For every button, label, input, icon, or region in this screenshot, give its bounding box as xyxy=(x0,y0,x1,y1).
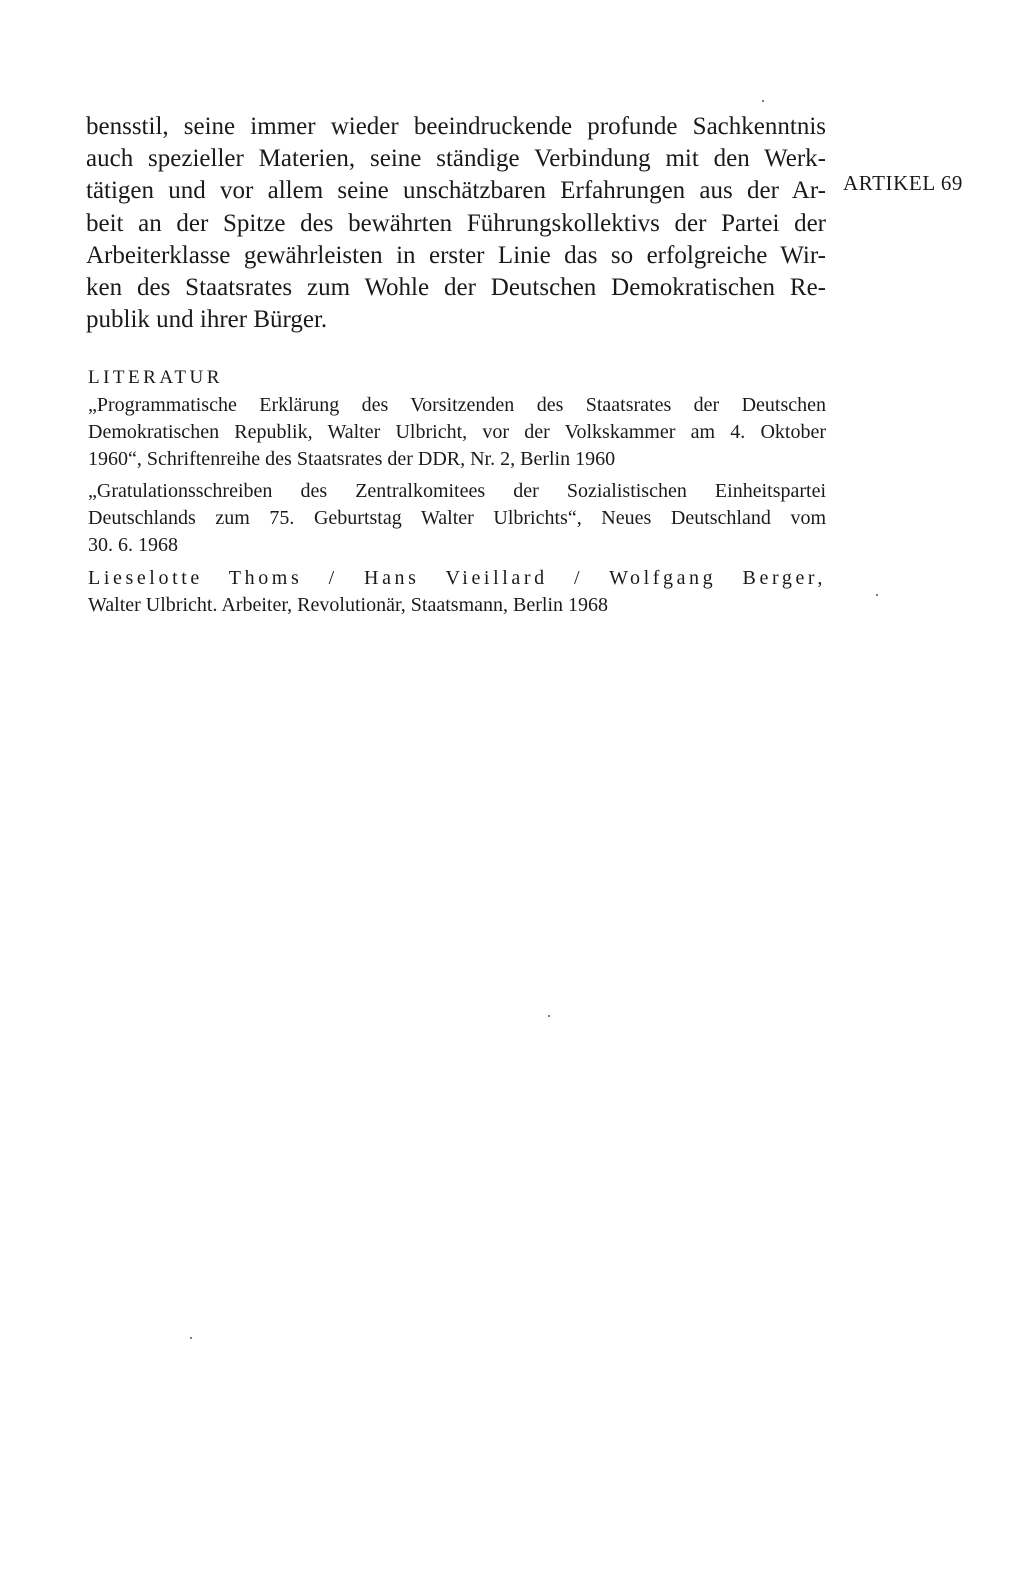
entry-authors: Lieselotte Thoms / Hans Vieillard / Wolfgang Berger, xyxy=(88,566,826,589)
body-line: ken des Staatsrates zum Wohle der Deutschen Demokratischen Re- xyxy=(86,274,826,302)
entry-line: „Programmatische Erklärung des Vorsitzenden des Staatsrates der Deutschen xyxy=(88,394,826,416)
margin-note-article: ARTIKEL 69 xyxy=(843,171,964,195)
print-speck xyxy=(190,1337,192,1339)
body-line: auch spezieller Materien, seine ständige Verbindung mit den Werk- xyxy=(86,145,826,173)
body-line: bensstil, seine immer wieder beeindruckende profunde Sachkenntnis xyxy=(86,113,826,140)
body-line: publik und ihrer Bürger. xyxy=(86,306,328,334)
print-speck xyxy=(876,594,878,596)
entry-line: Walter Ulbricht. Arbeiter, Revolutionär, Staatsmann, Berlin 1968 xyxy=(88,593,608,616)
entry-line: Demokratischen Republik, Walter Ulbricht, vor der Volkskammer am 4. Oktober xyxy=(88,420,826,443)
literature-list xyxy=(88,392,826,624)
entry-line: Deutschlands zum 75. Geburtstag Walter Ulbrichts“, Neues Deutschland vom xyxy=(88,507,826,530)
entry-line: 1960“, Schriftenreihe des Staatsrates der DDR, Nr. 2, Berlin 1960 xyxy=(88,447,616,470)
body-line: tätigen und vor allem seine unschätzbaren Erfahrungen aus der Ar- xyxy=(86,177,826,205)
entry-line: „Gratulationsschreiben des Zentralkomitees der Sozialistischen Einheitspartei xyxy=(88,480,826,503)
entry-line: 30. 6. 1968 xyxy=(88,533,178,556)
literature-entry xyxy=(88,392,826,472)
literature-entry xyxy=(88,565,826,619)
body-line: beit an der Spitze des bewährten Führungskollektivs der Partei der xyxy=(86,209,826,237)
print-speck xyxy=(762,100,764,102)
body-line: Arbeiterklasse gewährleisten in erster Linie das so erfolgreiche Wir- xyxy=(86,241,826,269)
print-speck xyxy=(548,1015,550,1017)
literature-heading: LITERATUR xyxy=(88,367,223,388)
body-paragraph xyxy=(86,111,826,336)
literature-entry xyxy=(88,478,826,558)
